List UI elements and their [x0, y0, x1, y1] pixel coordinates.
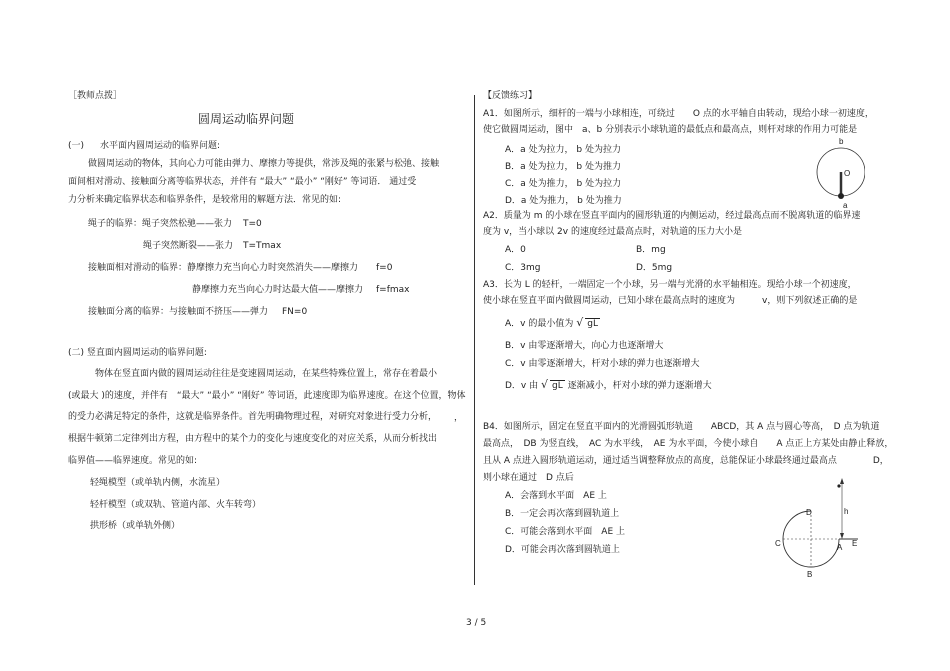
label-o: O: [844, 169, 851, 178]
b4-stem-line: 最高点， DB 为竖直线， AC 为水平线， AE 为水平面，今使小球自 A 点正上方某处由静止释放，: [483, 439, 894, 449]
section-1-heading: 水平面内圆周运动的临界问题:: [100, 141, 221, 151]
a3-option-d-prefix: D．v 由: [505, 381, 539, 391]
separation-condition: 接触面分离的临界：与接触面不挤压——弹力: [88, 307, 269, 317]
b4-option-b: B．一定会再次落到圆轨道上: [505, 509, 620, 519]
sqrt-gl: √ gL: [576, 318, 600, 330]
paragraph-1-line: 面间相对滑动、接触面分离等临界状态，并伴有 “最大” “最小” “刚好” 等词语． 通过受: [68, 177, 417, 187]
b4-stem-line: 则小球在通过 D 点后: [483, 473, 574, 483]
a2-stem-line: 度为 v，当小球以 2v 的速度经过最高点时，对轨道的压力大小是: [483, 227, 742, 237]
label-a: A: [837, 543, 843, 552]
a2-option-b: B．mg: [636, 245, 666, 255]
paragraph-2-line: 物体在竖直面内做的圆周运动往往是变速圆周运动，在某些特殊位置上，常存在着最小: [95, 369, 438, 379]
label-d: D: [806, 508, 812, 517]
rope-slack-condition: 绳子的临界：绳子突然松驰——张力: [88, 219, 233, 229]
paragraph-2-line: 的受力必满足特定的条件，这就是临界条件。首先明确物理过程，对研究对象进行受力分析，: [68, 412, 438, 422]
rope-break-value: T=Tmax: [243, 241, 282, 251]
arc-track-figure: [770, 470, 870, 585]
rope-slack-value: T=0: [243, 219, 262, 229]
sliding-value: f=0: [376, 263, 393, 273]
a1-option-c: C．a 处为推力， b 处为拉力: [505, 179, 622, 189]
a1-stem-line: A1．如图所示，细杆的一端与小球相连，可绕过 O 点的水平轴自由转动，现给小球一初速度，: [483, 109, 874, 119]
max-friction-value: f=fmax: [376, 285, 410, 295]
a3-stem-line: A3．长为 L 的轻杆，一端固定一个小球，另一端与光滑的水平轴相连。现给小球一个初速度，: [483, 280, 857, 290]
a2-stem-line: A2．质量为 m 的小球在竖直平面内的圆形轨道的内侧运动，经过最高点而不脱离轨道的临界速: [483, 211, 861, 221]
feedback-tag: 【反馈练习】: [483, 91, 538, 101]
a1-option-d: D．a 处为推力， b 处为推力: [505, 196, 622, 206]
b4-option-a: A．会落到水平面 AE 上: [505, 491, 607, 501]
model-item: 轻绳模型（或单轨内侧，水流星）: [90, 478, 226, 488]
b4-option-c: C．可能会落到水平面 AE 上: [505, 527, 625, 537]
a2-option-c: C．3mg: [505, 263, 541, 273]
b4-stem-line: 且从 A 点进入圆形轨道运动，通过适当调整释放点的高度，总能保证小球最终通过最高点 D，: [483, 456, 889, 466]
page-title: 圆周运动临界问题: [198, 112, 295, 126]
paragraph-2-line: (或最大 )的速度，并伴有 “最大” “最小” “刚好” 等词语，此速度即为临界速度。在这个位置，物体: [68, 391, 466, 401]
a1-option-a: A．a 处为拉力， b 处为拉力: [505, 145, 621, 155]
stray-mark: ，: [454, 413, 464, 423]
section-1-number: (一): [68, 141, 85, 151]
a3-stem-line: 使小球在竖直平面内做圆周运动，已知小球在最高点时的速度为 v，则下列叙述正确的是: [483, 296, 858, 306]
paragraph-1-line: 做圆周运动的物体，其向心力可能由弹力、摩擦力等提供，常涉及绳的张紧与松弛、接触: [88, 159, 440, 169]
a3-option-a-text: A．v 的最小值为: [505, 319, 574, 329]
max-friction-condition: 静摩擦力充当向心力时达最大值——摩擦力: [192, 285, 364, 295]
a3-option-c: C．v 由零逐渐增大，杆对小球的弹力也逐渐增大: [505, 359, 700, 369]
label-b: b: [839, 137, 844, 146]
rope-break-condition: 绳子突然断裂——张力: [143, 241, 234, 251]
b4-option-d: D．可能会再次落到圆轨道上: [505, 545, 620, 555]
a2-option-a: A．0: [505, 245, 526, 255]
sliding-condition: 接触面相对滑动的临界：静摩擦力充当向心力时突然消失——摩擦力: [88, 263, 359, 273]
label-e: E: [852, 539, 858, 548]
a2-option-d: D．5mg: [636, 263, 673, 273]
b4-stem-line: B4．如图所示，固定在竖直平面内的光滑圆弧形轨道 ABCD，其 A 点与圆心等高， D 点为轨道: [483, 422, 880, 432]
label-a: a: [843, 201, 848, 210]
label-h: h: [844, 507, 849, 516]
label-b: B: [807, 570, 813, 579]
a1-stem-line: 使它做圆周运动，图中 a、b 分别表示小球轨道的最低点和最高点，则杆对球的作用力可能是: [483, 125, 858, 135]
rod-circle-figure: [805, 132, 865, 212]
paragraph-1-line: 力分析来确定临界状态和临界条件，是较常用的解题方法．常见的如:: [68, 195, 342, 205]
column-divider: [474, 95, 475, 585]
model-item: 轻杆模型（或双轨、管道内部、火车转弯）: [90, 500, 262, 510]
page-number: 3 / 5: [466, 618, 487, 628]
label-c: C: [775, 539, 781, 548]
a3-option-d-suffix: 逐渐减小，杆对小球的弹力逐渐增大: [567, 381, 712, 391]
a3-option-a: [505, 318, 600, 330]
separation-value: FN=0: [282, 307, 308, 317]
sqrt-gl: √ gL: [541, 380, 565, 392]
a3-option-b: B．v 由零逐渐增大，向心力也逐渐增大: [505, 341, 664, 351]
section-2-heading: (二) 竖直面内圆周运动的临界问题:: [68, 348, 207, 358]
model-item: 拱形桥（或单轨外侧）: [90, 521, 181, 531]
a3-option-d: [505, 380, 712, 392]
paragraph-2-line: 根据牛顿第二定律列出方程，由方程中的某个力的变化与速度变化的对应关系，从而分析找出: [68, 434, 438, 444]
a1-option-b: B．a 处为拉力， b 处为推力: [505, 162, 621, 172]
paragraph-2-line: 临界值——临界速度。常见的如:: [68, 456, 198, 466]
teacher-tag: ［教师点拨］: [68, 91, 123, 101]
